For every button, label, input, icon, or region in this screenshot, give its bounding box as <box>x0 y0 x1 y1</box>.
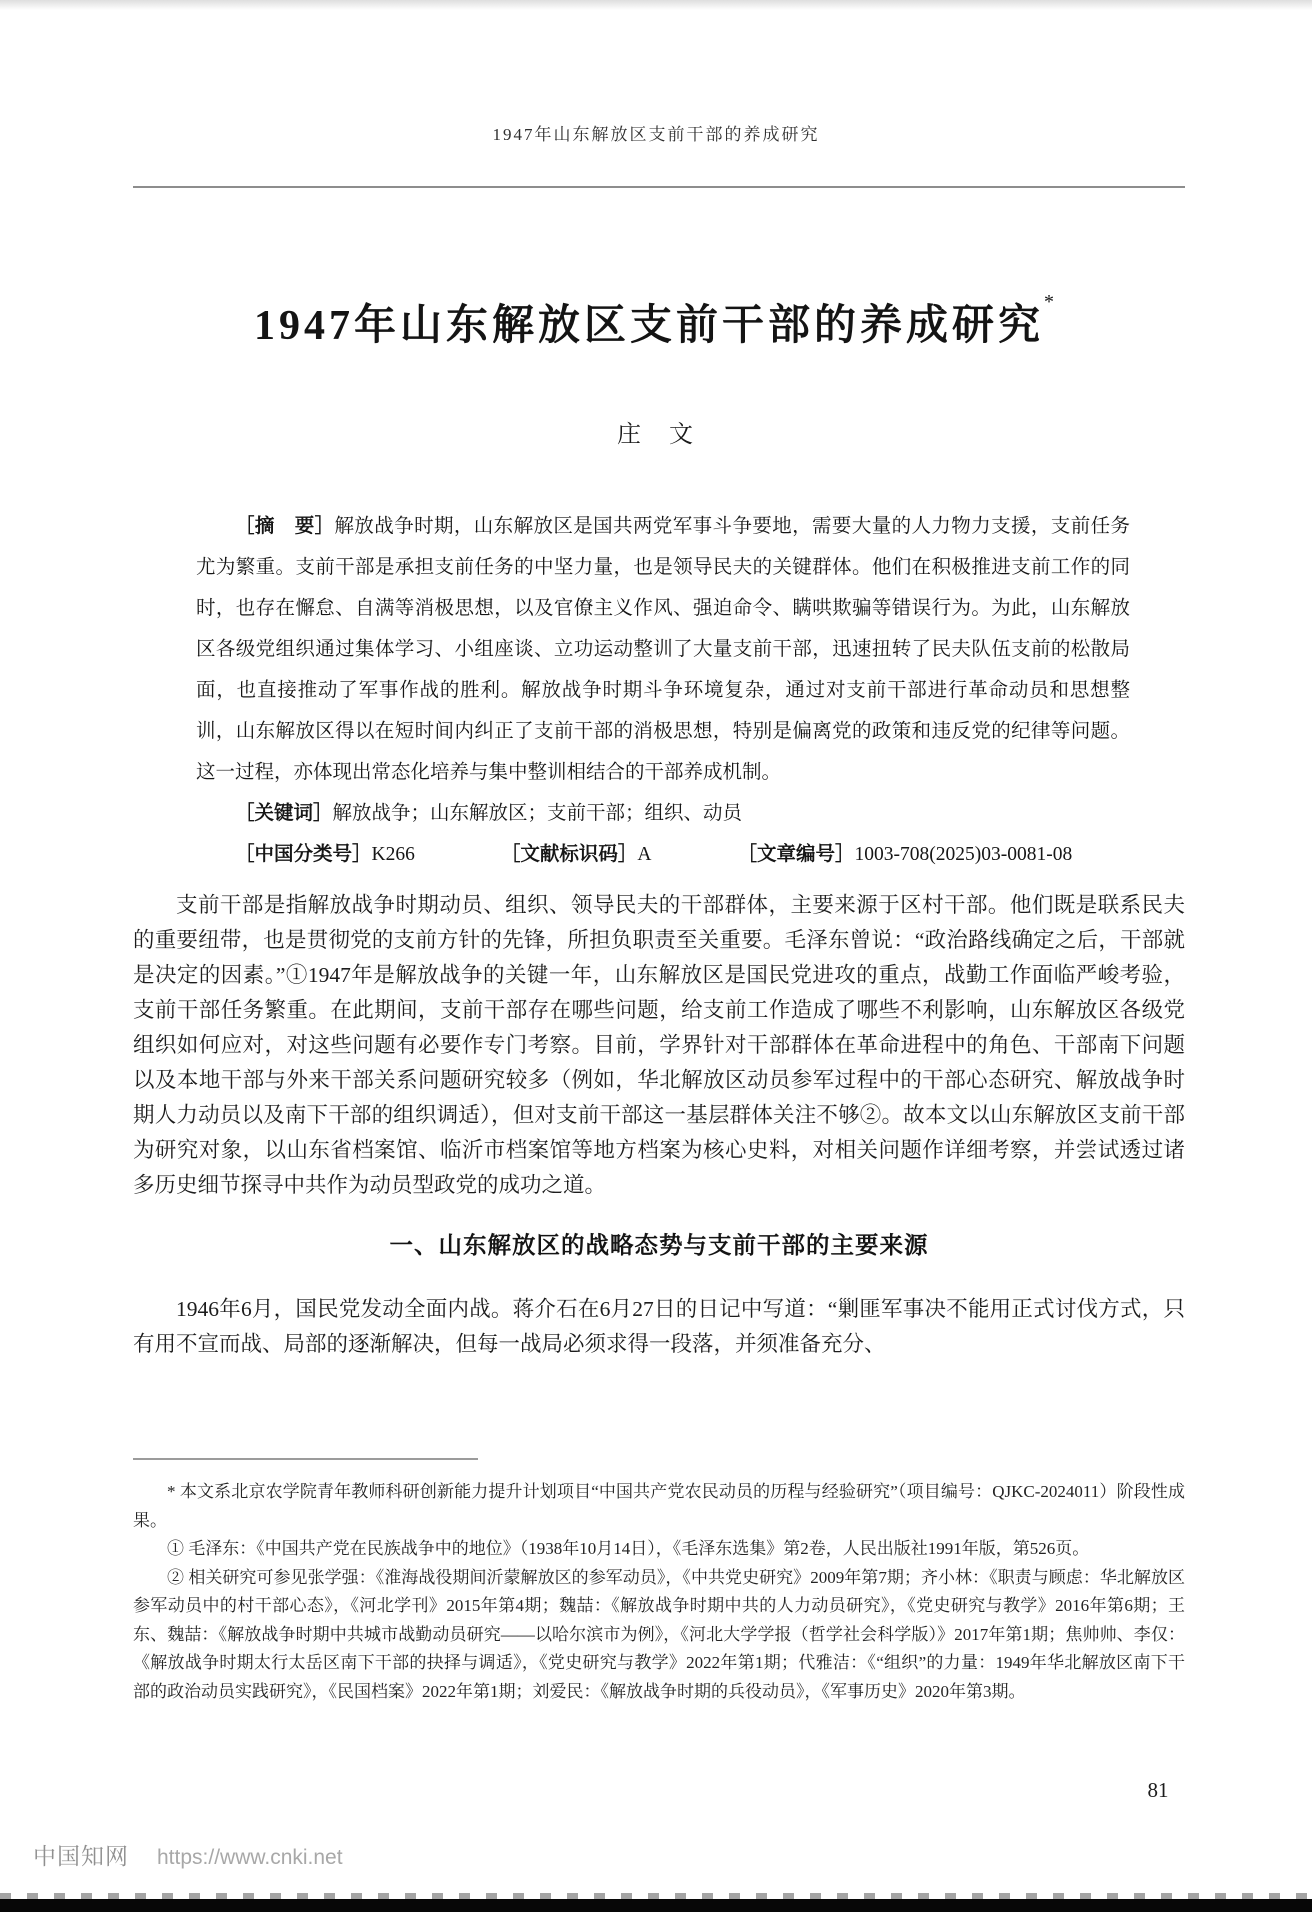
article-id-value: 1003-708(2025)03-0081-08 <box>854 844 1073 865</box>
section-heading-1: 一、山东解放区的战略态势与支前干部的主要来源 <box>389 1233 929 1259</box>
header-rule <box>133 186 1185 188</box>
footnote-1: ① 毛泽东：《中国共产党在民族战争中的地位》（1938年10月14日），《毛泽东选集》第2卷，人民出版社1991年版，第526页。 <box>167 1539 1090 1558</box>
title-footnote-marker: * <box>1044 291 1058 313</box>
article-author: 庄 文 <box>617 422 695 448</box>
page-number: 81 <box>1147 1778 1169 1802</box>
article-title-text: 1947年山东解放区支前干部的养成研究 <box>253 303 1044 349</box>
meta-line <box>196 834 1130 875</box>
article-title <box>0 292 1312 352</box>
article-id-pair <box>737 834 1072 875</box>
scan-bottom-bar <box>0 1899 1312 1912</box>
body-paragraph-1: 支前干部是指解放战争时期动员、组织、领导民夫的干部群体，主要来源于区村干部。他们既是联系民夫的重要纽带，也是贯彻党的支前方针的先锋，所担负职责至关重要。毛泽东曾说：“政治路线确定之后，干部就是决定的因素。”①1947年是解放战争的关键一年，山东解放区是国民党进攻的重点，战勤工作面临严峻考验，支前干部任务繁重。在此期间，支前干部存在哪些问题，给支前工作造成了哪些不利影响，山东解放区各级党组织如何应对，对这些问题有必要作专门考察。目前，学界针对干部群体在革命进程中的角色、干部南下问题以及本地干部与外来干部关系问题研究较多（例如，华北解放区动员参军过程中的干部心态研究、解放战争时期人力动员以及南下干部的组织调适），但对支前干部这一基层群体关注不够②。故本文以山东解放区支前干部为研究对象，以山东省档案馆、临沂市档案馆等地方档案为核心史料，对相关问题作详细考察，并尝试透过诸多历史细节探寻中共作为动员型政党的成功之道。 <box>133 893 1185 1197</box>
footnote-separator <box>133 1458 478 1460</box>
article-id-label: ［文章编号］ <box>737 844 855 865</box>
body-paragraph-2: 1946年6月，国民党发动全面内战。蒋介石在6月27日的日记中写道：“剿匪军事决不能用正式讨伐方式，只有用不宣而战、局部的逐渐解决，但每一战局必须求得一段落，并须准备充分、 <box>133 1297 1185 1356</box>
cnki-url: https://www.cnki.net <box>157 1846 343 1869</box>
clc-pair <box>235 834 415 875</box>
footnotes-block <box>133 1478 1185 1706</box>
abstract-paragraph <box>196 506 1130 793</box>
keywords-label: ［关键词］ <box>235 803 333 824</box>
doc-code-pair <box>501 834 652 875</box>
footnote-2: ② 相关研究可参见张学强：《淮海战役期间沂蒙解放区的参军动员》，《中共党史研究》2009年第7期；齐小林：《职责与顾虑：华北解放区参军动员中的村干部心态》，《河北学刊》2015年第4期；魏喆：《解放战争时期中共的人力动员研究》，《党史研究与教学》2016年第6期；王东、魏喆：《解放战争时期中共城市战勤动员研究——以哈尔滨市为例》，《河北大学学报（哲学社会科学版）》2017年第1期；焦帅帅、李仅：《解放战争时期太行太岳区南下干部的抉择与调适》，《党史研究与教学》2022年第1期；代雅洁：《“组织”的力量：1949年华北解放区南下干部的政治动员实践研究》，《民国档案》2022年第1期；刘爱民：《解放战争时期的兵役动员》，《军事历史》2020年第3期。 <box>133 1567 1185 1701</box>
abstract-block <box>196 506 1130 875</box>
abstract-text: 解放战争时期，山东解放区是国共两党军事斗争要地，需要大量的人力物力支援，支前任务尤为繁重。支前干部是承担支前任务的中坚力量，也是领导民夫的关键群体。他们在积极推进支前工作的同时，也存在懈怠、自满等消极思想，以及官僚主义作风、强迫命令、瞒哄欺骗等错误行为。为此，山东解放区各级党组织通过集体学习、小组座谈、立功运动整训了大量支前干部，迅速扭转了民夫队伍支前的松散局面，也直接推动了军事作战的胜利。解放战争时期斗争环境复杂，通过对支前干部进行革命动员和思想整训，山东解放区得以在短时间内纠正了支前干部的消极思想，特别是偏离党的政策和违反党的纪律等问题。这一过程，亦体现出常态化培养与集中整训相结合的干部养成机制。 <box>196 516 1130 783</box>
article-body <box>133 888 1185 1362</box>
cnki-watermark <box>33 1838 343 1871</box>
clc-label: ［中国分类号］ <box>235 844 372 865</box>
footnote-star: * 本文系北京农学院青年教师科研创新能力提升计划项目“中国共产党农民动员的历程与经验研究”（项目编号：QJKC-2024011）阶段性成果。 <box>133 1482 1185 1530</box>
keywords-text: 解放战争；山东解放区；支前干部；组织、动员 <box>332 803 743 824</box>
running-head: 1947年山东解放区支前干部的养成研究 <box>492 125 820 144</box>
doc-code-label: ［文献标识码］ <box>500 844 638 865</box>
keywords-line <box>196 793 1130 834</box>
abstract-label: ［摘 要］ <box>235 516 335 537</box>
cnki-brand: 中国知网 <box>33 1843 129 1869</box>
clc-value: K266 <box>371 844 415 865</box>
scan-top-shadow <box>0 0 1312 10</box>
doc-code-value: A <box>637 844 652 865</box>
